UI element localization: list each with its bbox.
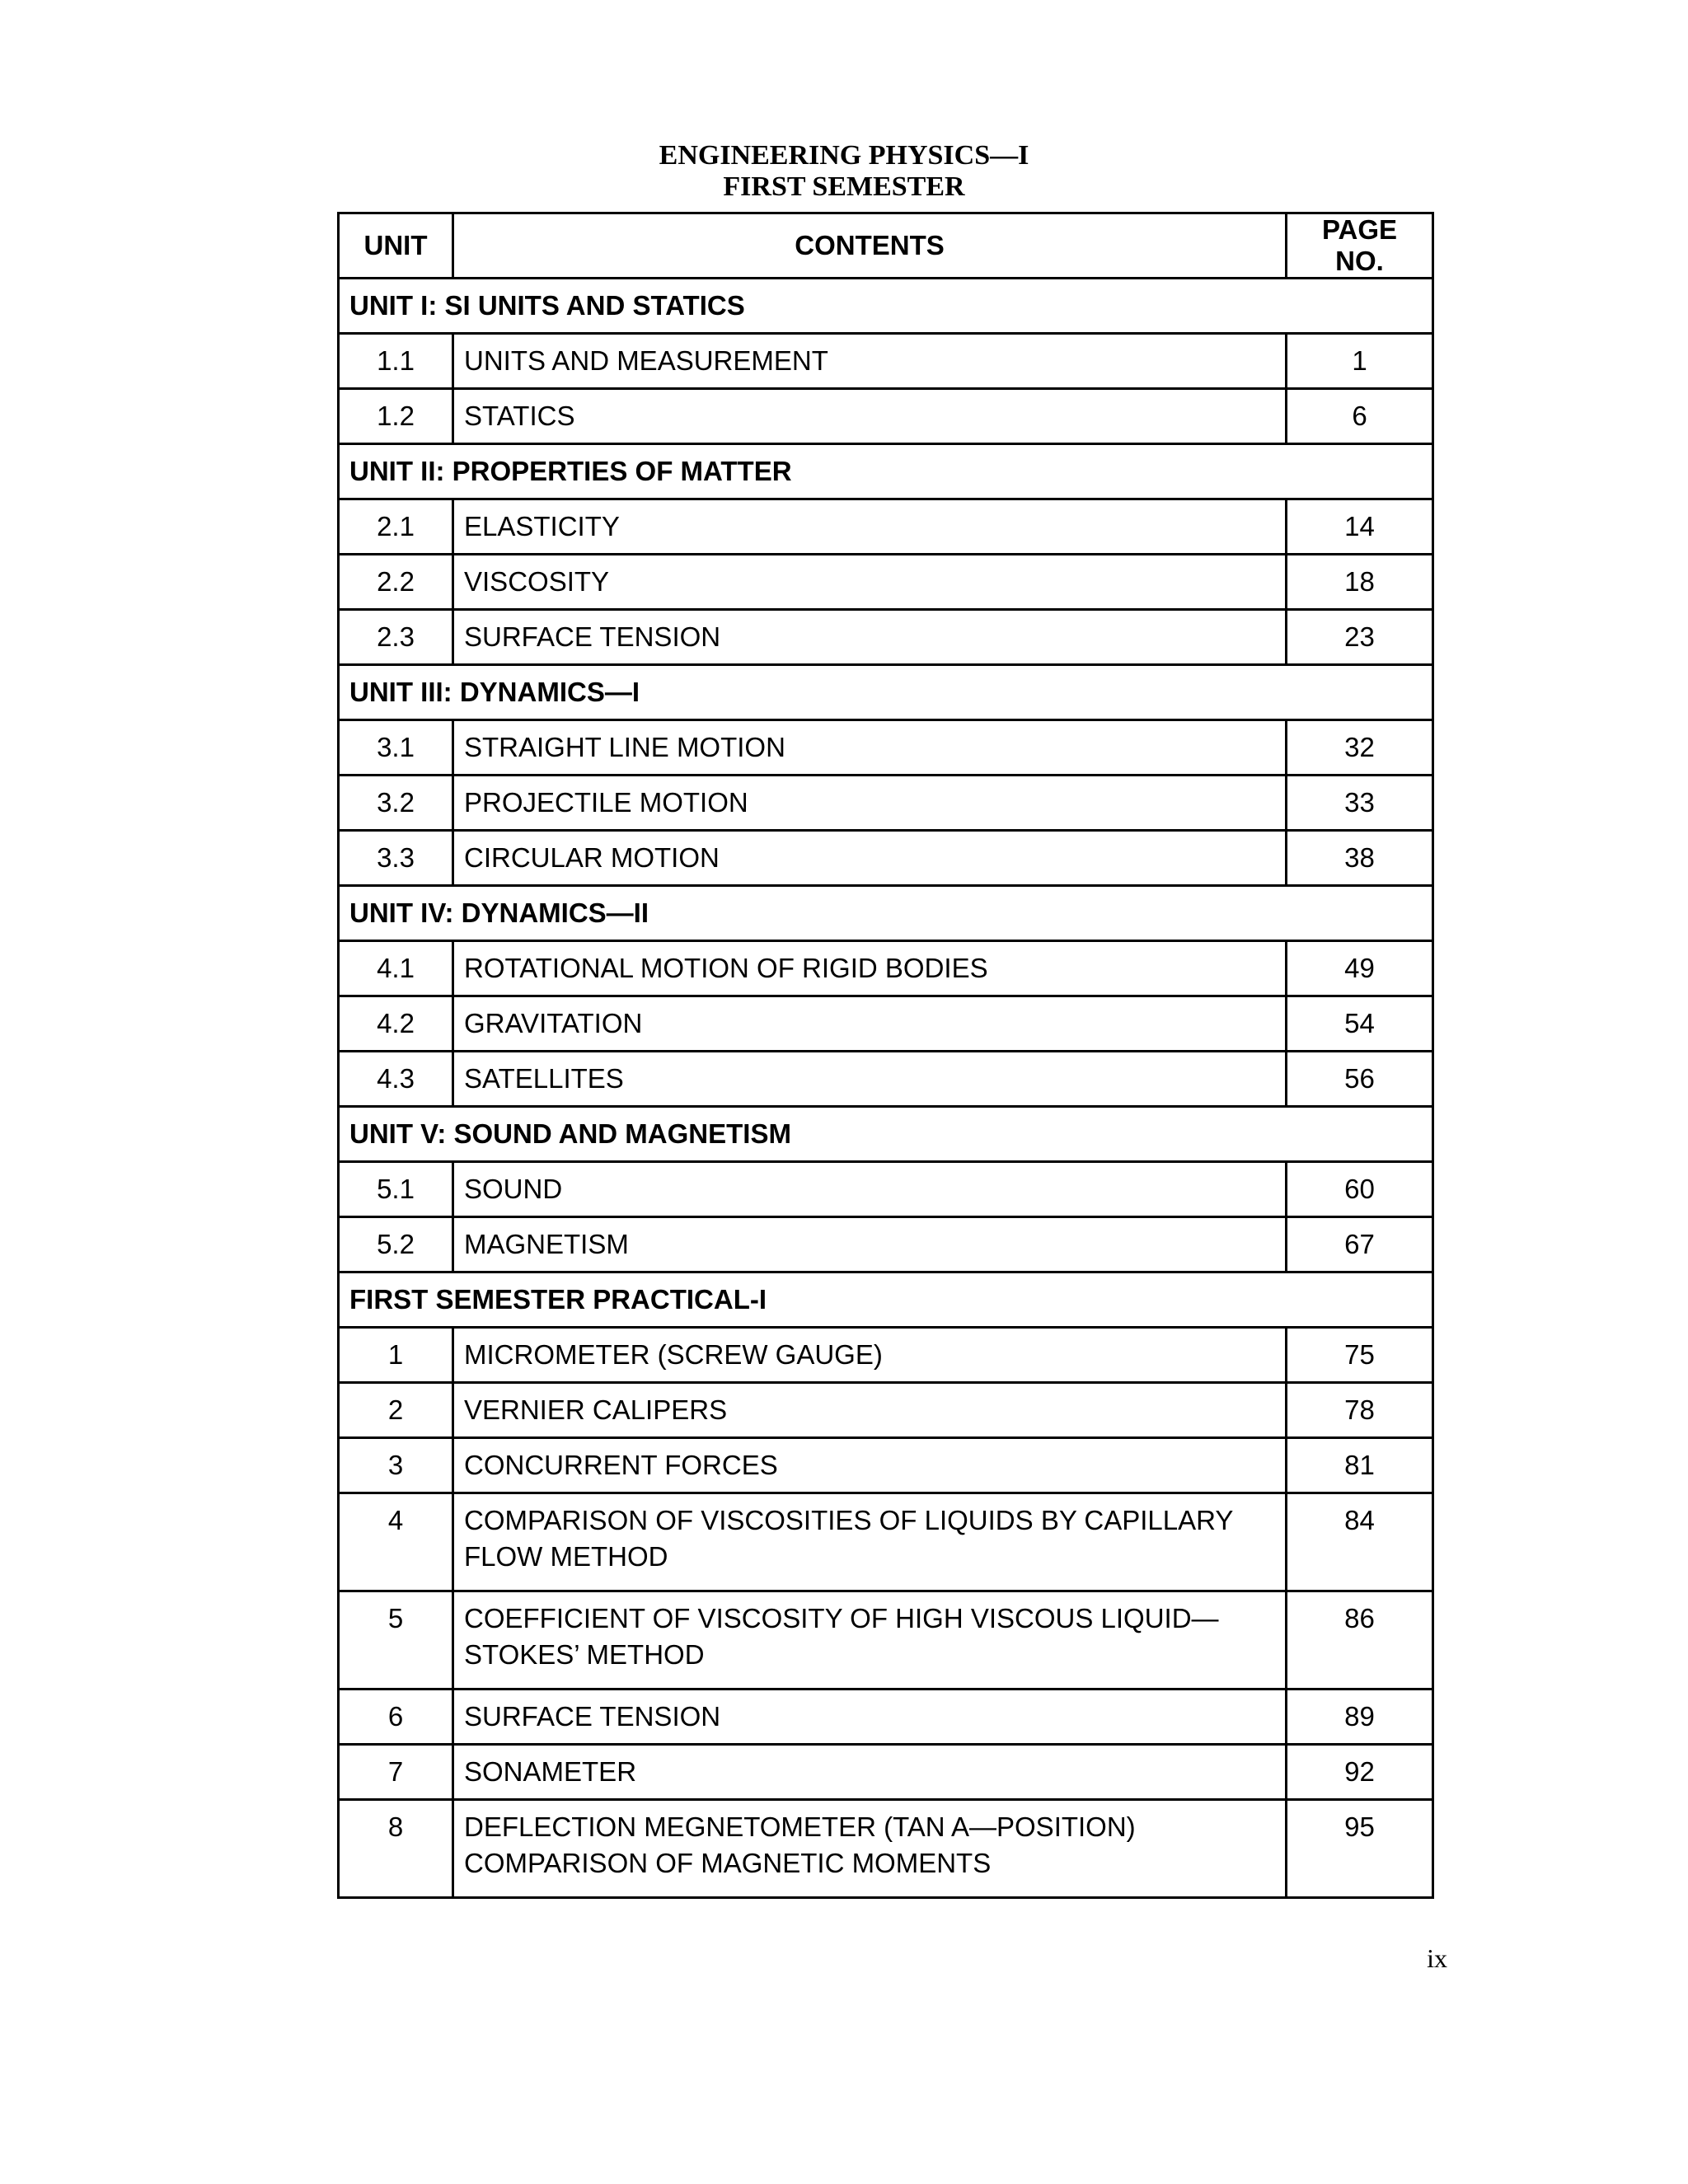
section-heading-row bbox=[339, 279, 1433, 334]
table-row bbox=[339, 1217, 1433, 1272]
contents-cell: UNITS AND MEASUREMENT bbox=[453, 334, 1287, 389]
page-number-cell: 32 bbox=[1287, 720, 1433, 776]
header-unit: UNIT bbox=[339, 213, 453, 279]
unit-number-cell: 4.1 bbox=[339, 941, 453, 996]
contents-cell: SOUND bbox=[453, 1162, 1287, 1217]
contents-table-body bbox=[339, 213, 1433, 1898]
unit-number-cell: 5.2 bbox=[339, 1217, 453, 1272]
page-number-cell: 38 bbox=[1287, 831, 1433, 886]
page-number-cell: 86 bbox=[1287, 1591, 1433, 1690]
page-number-cell: 1 bbox=[1287, 334, 1433, 389]
unit-number-cell: 3.2 bbox=[339, 776, 453, 831]
contents-cell: VISCOSITY bbox=[453, 555, 1287, 610]
table-row bbox=[339, 1493, 1433, 1591]
table-row bbox=[339, 941, 1433, 996]
unit-number-cell: 5 bbox=[339, 1591, 453, 1690]
page-number-cell: 6 bbox=[1287, 389, 1433, 444]
table-row bbox=[339, 776, 1433, 831]
contents-cell: STRAIGHT LINE MOTION bbox=[453, 720, 1287, 776]
table-row bbox=[339, 1438, 1433, 1493]
unit-number-cell: 1.1 bbox=[339, 334, 453, 389]
table-row bbox=[339, 720, 1433, 776]
page-folio: ix bbox=[1427, 1943, 1447, 1973]
table-row bbox=[339, 610, 1433, 665]
contents-cell: DEFLECTION MEGNETOMETER (TAN A—POSITION) COMPARISON OF MAGNETIC MOMENTS bbox=[453, 1800, 1287, 1898]
table-row bbox=[339, 334, 1433, 389]
section-heading: UNIT I: SI UNITS AND STATICS bbox=[339, 279, 1433, 334]
section-heading-row bbox=[339, 886, 1433, 941]
contents-cell: GRAVITATION bbox=[453, 996, 1287, 1052]
section-heading: UNIT II: PROPERTIES OF MATTER bbox=[339, 444, 1433, 499]
unit-number-cell: 8 bbox=[339, 1800, 453, 1898]
contents-cell: VERNIER CALIPERS bbox=[453, 1383, 1287, 1438]
section-heading: UNIT V: SOUND AND MAGNETISM bbox=[339, 1107, 1433, 1162]
unit-number-cell: 5.1 bbox=[339, 1162, 453, 1217]
table-row bbox=[339, 1591, 1433, 1690]
page-number-cell: 95 bbox=[1287, 1800, 1433, 1898]
page-number-cell: 60 bbox=[1287, 1162, 1433, 1217]
table-row bbox=[339, 1162, 1433, 1217]
page-number-cell: 49 bbox=[1287, 941, 1433, 996]
page-number-cell: 54 bbox=[1287, 996, 1433, 1052]
contents-cell: COEFFICIENT OF VISCOSITY OF HIGH VISCOUS LIQUID—STOKES’ METHOD bbox=[453, 1591, 1287, 1690]
unit-number-cell: 1.2 bbox=[339, 389, 453, 444]
unit-number-cell: 4 bbox=[339, 1493, 453, 1591]
table-row bbox=[339, 555, 1433, 610]
contents-cell: STATICS bbox=[453, 389, 1287, 444]
page-number-cell: 67 bbox=[1287, 1217, 1433, 1272]
page-number-cell: 75 bbox=[1287, 1328, 1433, 1383]
contents-cell: SURFACE TENSION bbox=[453, 1690, 1287, 1745]
section-heading-row bbox=[339, 665, 1433, 720]
table-row bbox=[339, 499, 1433, 555]
table-row bbox=[339, 1052, 1433, 1107]
header-row bbox=[339, 213, 1433, 279]
page-number-cell: 23 bbox=[1287, 610, 1433, 665]
contents-table bbox=[337, 212, 1434, 1899]
table-row bbox=[339, 389, 1433, 444]
page-number-cell: 92 bbox=[1287, 1745, 1433, 1800]
page-number-cell: 89 bbox=[1287, 1690, 1433, 1745]
unit-number-cell: 6 bbox=[339, 1690, 453, 1745]
section-heading: FIRST SEMESTER PRACTICAL-I bbox=[339, 1272, 1433, 1328]
contents-cell: ROTATIONAL MOTION OF RIGID BODIES bbox=[453, 941, 1287, 996]
unit-number-cell: 3.1 bbox=[339, 720, 453, 776]
section-heading-row bbox=[339, 1107, 1433, 1162]
table-row bbox=[339, 1690, 1433, 1745]
table-row bbox=[339, 1328, 1433, 1383]
page-number-cell: 14 bbox=[1287, 499, 1433, 555]
unit-number-cell: 1 bbox=[339, 1328, 453, 1383]
page-number-cell: 18 bbox=[1287, 555, 1433, 610]
contents-cell: SURFACE TENSION bbox=[453, 610, 1287, 665]
contents-cell: ELASTICITY bbox=[453, 499, 1287, 555]
table-row bbox=[339, 831, 1433, 886]
unit-number-cell: 4.3 bbox=[339, 1052, 453, 1107]
page-number-cell: 84 bbox=[1287, 1493, 1433, 1591]
table-row bbox=[339, 1383, 1433, 1438]
unit-number-cell: 2 bbox=[339, 1383, 453, 1438]
page-number-cell: 78 bbox=[1287, 1383, 1433, 1438]
contents-cell: SATELLITES bbox=[453, 1052, 1287, 1107]
contents-cell: MAGNETISM bbox=[453, 1217, 1287, 1272]
table-row bbox=[339, 1800, 1433, 1898]
contents-cell: SONAMETER bbox=[453, 1745, 1287, 1800]
page-number-cell: 56 bbox=[1287, 1052, 1433, 1107]
page-number-cell: 33 bbox=[1287, 776, 1433, 831]
unit-number-cell: 2.3 bbox=[339, 610, 453, 665]
document-title: ENGINEERING PHYSICS—I bbox=[659, 140, 1029, 171]
table-row bbox=[339, 1745, 1433, 1800]
unit-number-cell: 2.2 bbox=[339, 555, 453, 610]
header-contents: CONTENTS bbox=[453, 213, 1287, 279]
section-heading: UNIT III: DYNAMICS—I bbox=[339, 665, 1433, 720]
unit-number-cell: 3.3 bbox=[339, 831, 453, 886]
page-number-cell: 81 bbox=[1287, 1438, 1433, 1493]
contents-cell: CONCURRENT FORCES bbox=[453, 1438, 1287, 1493]
contents-cell: PROJECTILE MOTION bbox=[453, 776, 1287, 831]
contents-cell: CIRCULAR MOTION bbox=[453, 831, 1287, 886]
document-subtitle: FIRST SEMESTER bbox=[723, 171, 965, 202]
unit-number-cell: 2.1 bbox=[339, 499, 453, 555]
unit-number-cell: 4.2 bbox=[339, 996, 453, 1052]
table-row bbox=[339, 996, 1433, 1052]
section-heading: UNIT IV: DYNAMICS—II bbox=[339, 886, 1433, 941]
header-page-no: PAGE NO. bbox=[1287, 213, 1433, 279]
contents-cell: MICROMETER (SCREW GAUGE) bbox=[453, 1328, 1287, 1383]
contents-cell: COMPARISON OF VISCOSITIES OF LIQUIDS BY CAPILLARY FLOW METHOD bbox=[453, 1493, 1287, 1591]
unit-number-cell: 3 bbox=[339, 1438, 453, 1493]
section-heading-row bbox=[339, 1272, 1433, 1328]
section-heading-row bbox=[339, 444, 1433, 499]
unit-number-cell: 7 bbox=[339, 1745, 453, 1800]
